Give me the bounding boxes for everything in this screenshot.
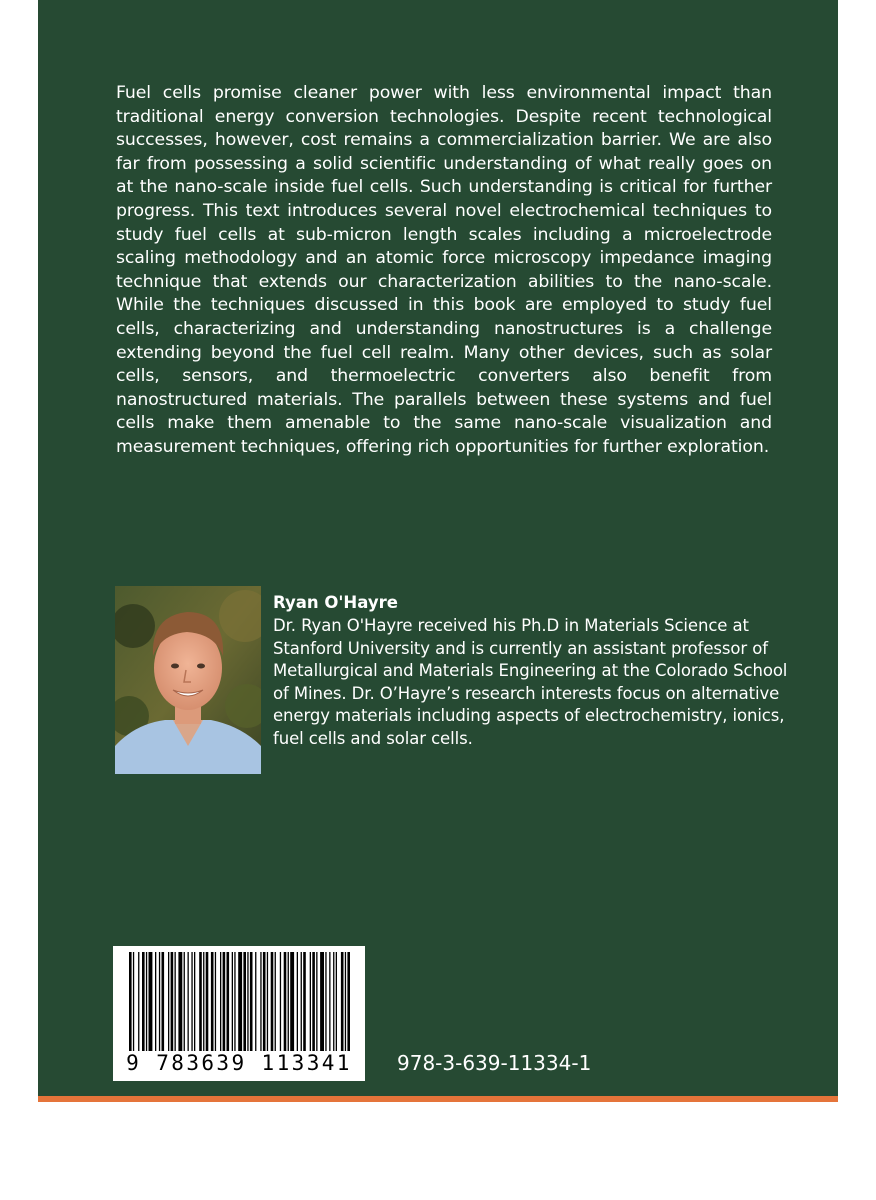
- barcode-bar: [129, 952, 132, 1064]
- barcode-bar: [347, 952, 350, 1064]
- barcode-bar: [316, 952, 317, 1052]
- barcode-bar: [133, 952, 134, 1064]
- barcode-bar: [162, 952, 165, 1052]
- barcode-bar: [260, 952, 261, 1064]
- barcode-bar: [341, 952, 344, 1052]
- barcode-bar: [312, 952, 315, 1052]
- barcode-bar: [159, 952, 160, 1052]
- barcode-bar: [178, 952, 182, 1052]
- barcode-bar: [333, 952, 334, 1052]
- barcode-bar: [146, 952, 147, 1052]
- barcode-bar: [255, 952, 256, 1052]
- barcode-bar: [280, 952, 281, 1052]
- barcode-bar: [238, 952, 242, 1052]
- barcode-bar: [275, 952, 276, 1052]
- barcode-bar: [188, 952, 189, 1052]
- barcode-bar: [250, 952, 253, 1052]
- barcode-bar: [142, 952, 145, 1052]
- barcode-bar: [191, 952, 192, 1052]
- barcode-bar: [149, 952, 153, 1052]
- barcode-bar: [211, 952, 214, 1052]
- barcode-bar: [325, 952, 326, 1052]
- barcode-bar: [263, 952, 266, 1052]
- barcode-bar: [175, 952, 176, 1052]
- book-blurb: Fuel cells promise cleaner power with less environmental impact than traditional energy conversion technologies. Despite recent technological successes, however, cost remains a commercialization barrier. We are also far from possessing a solid scientific understanding of what really goes on at the nano-scale inside fuel cells. Such understanding is critical for further progress. This text introduces several novel electrochemical techniques to study fuel cells at sub-micron length scales including a microelectrode scaling methodology and an atomic force microscopy impedance imaging technique that extends our characterization abilities to the nano-scale. While the techniques discussed in this book are employed to study fuel cells, characterizing and understanding nanostructures is a challenge extending beyond the fuel cell realm. Many other devices, such as solar cells, sensors, and thermoelectric converters also benefit from nanostructured materials. The parallels between these systems and fuel cells make them amenable to the same nano-scale visualization and measurement techniques, offering rich opportunities for further exploration.: [116, 83, 772, 457]
- barcode-bar: [329, 952, 330, 1052]
- barcode-bar: [199, 952, 202, 1052]
- author-info: [273, 591, 793, 751]
- barcode-bar: [215, 952, 216, 1052]
- barcode-bar: [232, 952, 233, 1052]
- isbn-barcode: [113, 946, 365, 1081]
- barcode-bar: [301, 952, 302, 1052]
- barcode-bar: [203, 952, 204, 1052]
- author-bio: Dr. Ryan O'Hayre received his Ph.D in Materials Science at Stanford University and is currently an assistant professor of Metallurgical and Materials Engineering at the Colorado School of Mines. Dr. O’Hayre’s research interests focus on alternative energy materials including aspects of electrochemistry, ionics, fuel cells and solar cells.: [273, 616, 788, 748]
- barcode-bar: [220, 952, 221, 1052]
- barcode-bar: [243, 952, 246, 1052]
- author-name: Ryan O'Hayre: [273, 593, 398, 612]
- barcode-bar: [138, 952, 139, 1052]
- barcode-bar: [271, 952, 274, 1052]
- barcode-bar: [336, 952, 337, 1052]
- barcode-bar: [320, 952, 324, 1052]
- barcode-bar: [206, 952, 209, 1052]
- barcode-digits: 9 783639 113341: [117, 1051, 361, 1075]
- barcode-bar: [168, 952, 169, 1052]
- barcode-bar: [310, 952, 311, 1052]
- barcode-bar: [290, 952, 294, 1052]
- author-photo: [115, 586, 261, 774]
- barcode-bar: [247, 952, 248, 1052]
- barcode-bar: [267, 952, 268, 1052]
- barcode-bar: [223, 952, 226, 1052]
- barcode-bar: [184, 952, 185, 1052]
- barcode-bar: [288, 952, 289, 1052]
- barcode-bar: [345, 952, 346, 1064]
- isbn-number: 978-3-639-11334-1: [397, 1051, 592, 1075]
- barcode-bar: [171, 952, 174, 1052]
- barcode-bar: [284, 952, 287, 1052]
- orange-stripe: [38, 1096, 838, 1102]
- barcode-bar: [297, 952, 298, 1052]
- barcode-bar: [234, 952, 235, 1052]
- barcode-bar: [227, 952, 230, 1052]
- barcode-bar: [155, 952, 156, 1052]
- barcode-bar: [303, 952, 306, 1052]
- barcode-bar: [194, 952, 195, 1052]
